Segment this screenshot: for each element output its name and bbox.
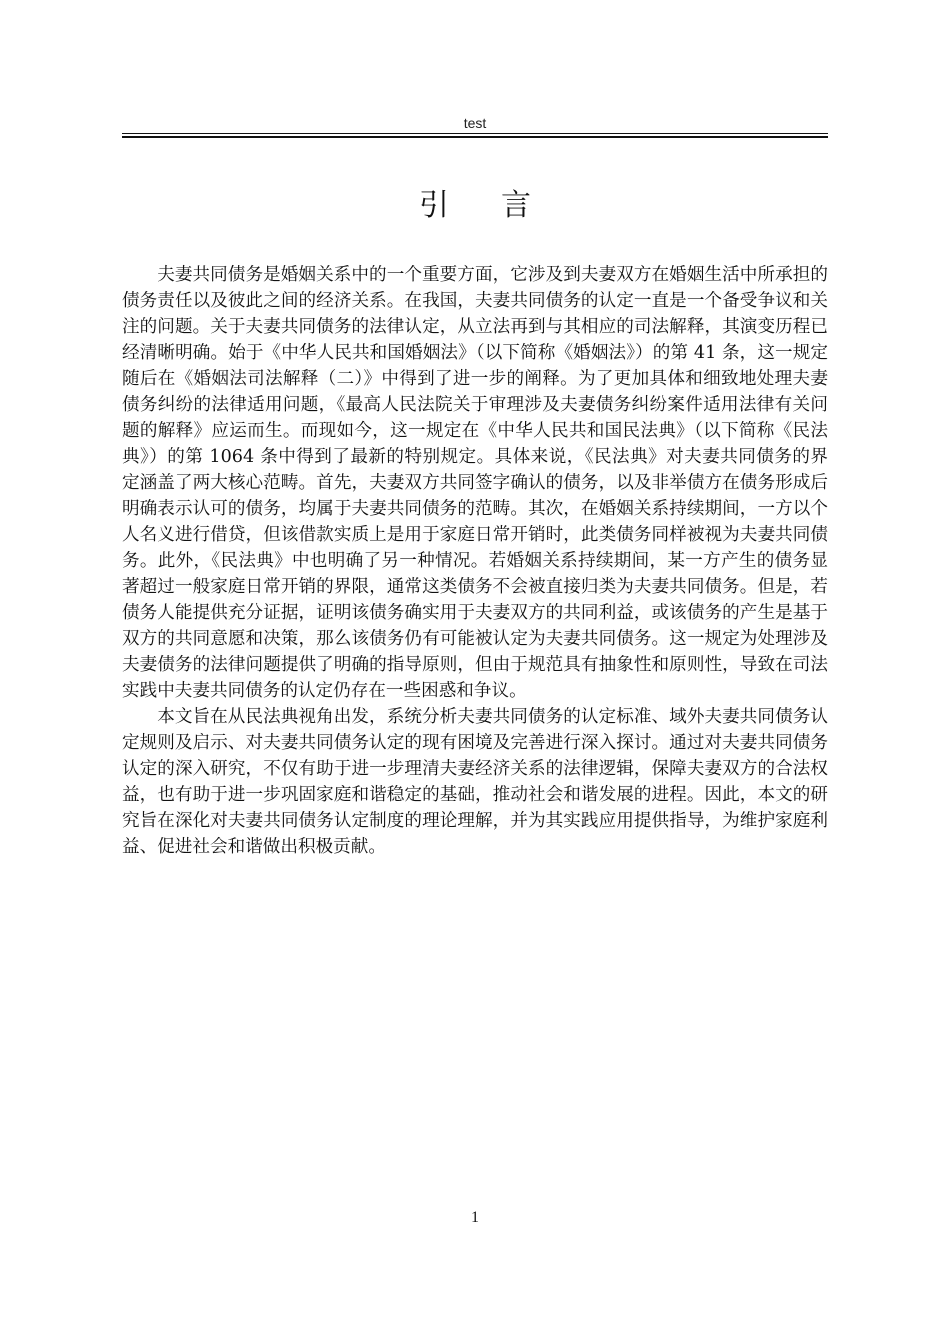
body-paragraph-1: 夫妻共同债务是婚姻关系中的一个重要方面，它涉及到夫妻双方在婚姻生活中所承担的债务责任以及彼此之间的经济关系。在我国，夫妻共同债务的认定一直是一个备受争议和关注的问题。关于夫妻共同债务的法律认定，从立法再到与其相应的司法解释，其演变历程已经清晰明确。始于《中华人民共和国婚姻法》（以下简称《婚姻法》）的第 41 条，这一规定随后在《婚姻法司法解释（二）》中得到了进一步的阐释。为了更加具体和细致地处理夫妻债务纠纷的法律适用问题，《最高人民法院关于审理涉及夫妻债务纠纷案件适用法律有关问题的解释》应运而生。而现如今，这一规定在《中华人民共和国民法典》（以下简称《民法典》）的第 1064 条中得到了最新的特别规定。具体来说，《民法典》对夫妻共同债务的界定涵盖了两大核心范畴。首先，夫妻双方共同签字确认的债务，以及非举债方在债务形成后明确表示认可的债务，均属于夫妻共同债务的范畴。其次，在婚姻关系持续期间，一方以个人名义进行借贷，但该借款实质上是用于家庭日常开销时，此类债务同样被视为夫妻共同债务。此外，《民法典》中也明确了另一种情况。若婚姻关系持续期间，某一方产生的债务显著超过一般家庭日常开销的界限，通常这类债务不会被直接归类为夫妻共同债务。但是，若债务人能提供充分证据，证明该债务确实用于夫妻双方的共同利益，或该债务的产生是基于双方的共同意愿和决策，那么该债务仍有可能被认定为夫妻共同债务。这一规定为处理涉及夫妻债务的法律问题提供了明确的指导原则，但由于规范具有抽象性和原则性，导致在司法实践中夫妻共同债务的认定仍存在一些困惑和争议。 [122,265,828,701]
body-paragraph-2: 本文旨在从民法典视角出发，系统分析夫妻共同债务的认定标准、域外夫妻共同债务认定规则及启示、对夫妻共同债务认定的现有困境及完善进行深入探讨。通过对夫妻共同债务认定的深入研究，不仅有助于进一步理清夫妻经济关系的法律逻辑，保障夫妻双方的合法权益，也有助于进一步巩固家庭和谐稳定的基础，推动社会和谐发展的进程。因此，本文的研究旨在深化对夫妻共同债务认定制度的理论理解，并为其实践应用提供指导，为维护家庭利益、促进社会和谐做出积极贡献。 [122,707,828,857]
page-title: 引言 [419,188,583,223]
page-header-text: test [463,115,487,131]
header-double-rule [122,133,828,138]
document-body [122,262,828,860]
page-number: 1 [471,1209,479,1226]
